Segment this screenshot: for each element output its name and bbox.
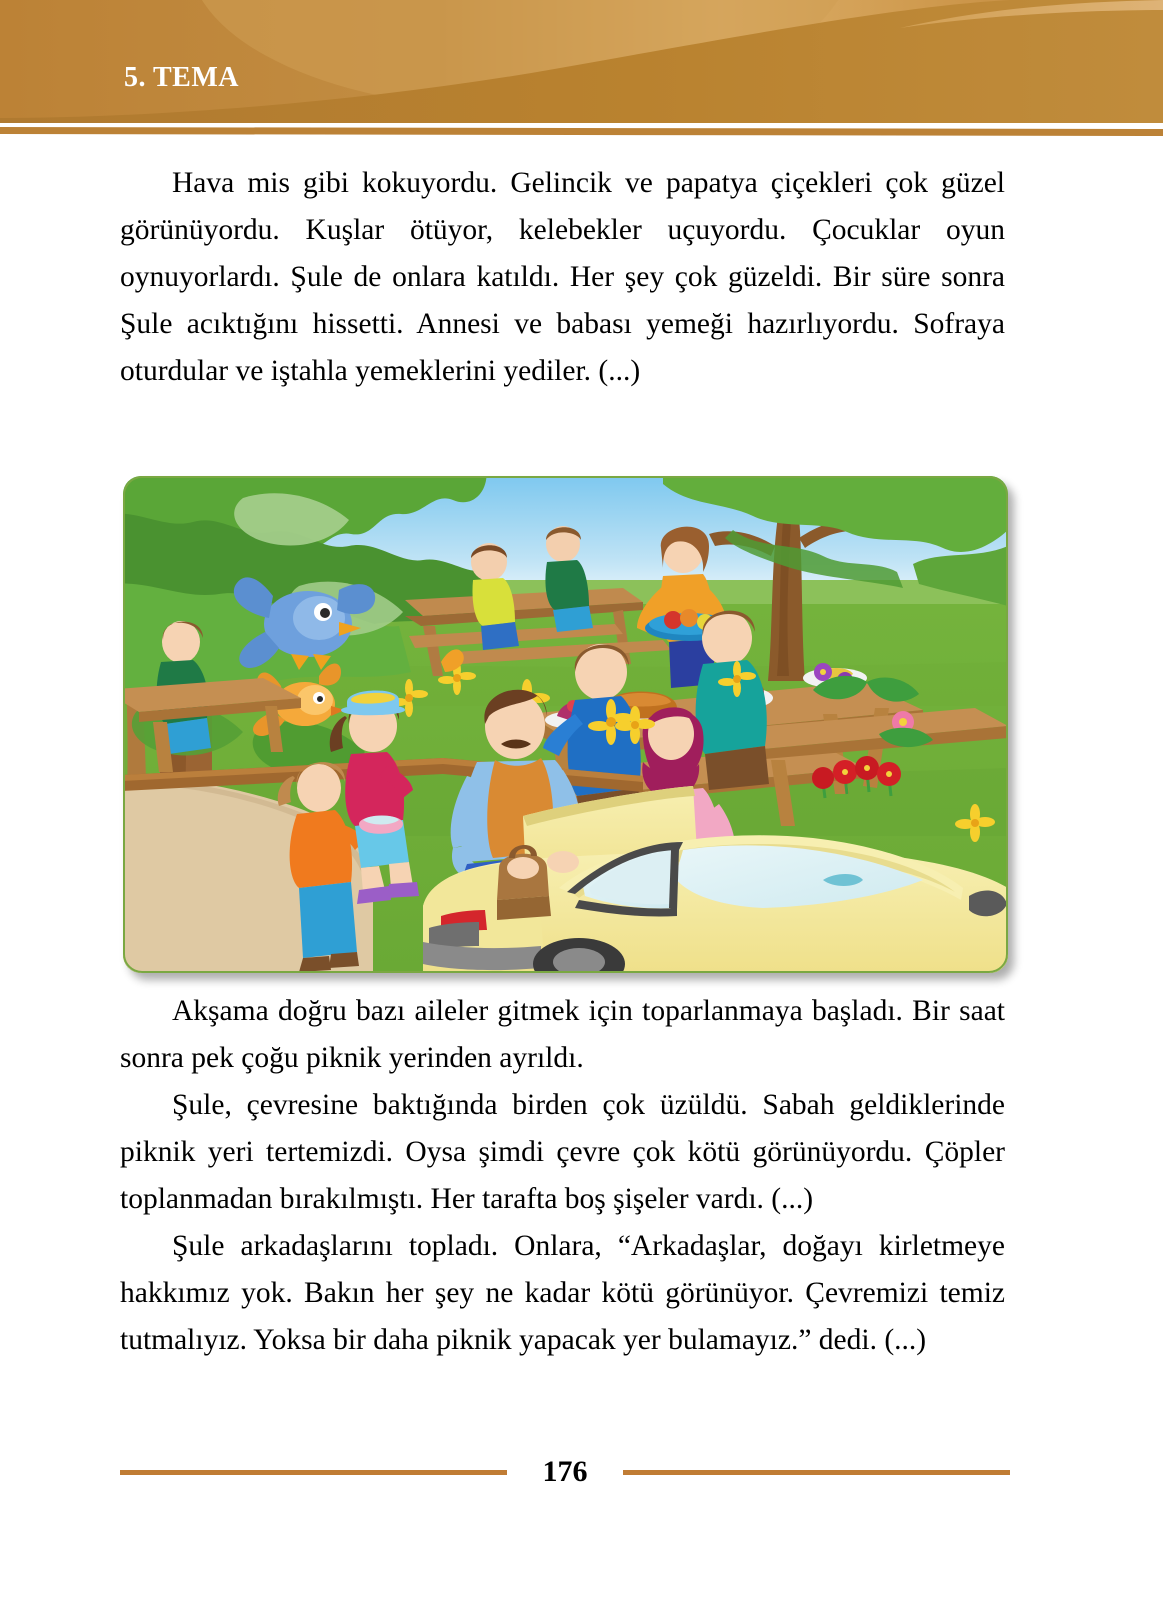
page-footer: [0, 1455, 1163, 1505]
footer-rule-left: [120, 1470, 507, 1475]
story-text-top: [120, 160, 1005, 395]
picnic-scene-graphic: [123, 476, 1008, 973]
paragraph: Hava mis gibi kokuyordu. Gelincik ve papatya çiçekleri çok güzel görünüyordu. Kuşlar ötüyor, kelebekler uçuyordu. Çocuklar oyun oynuyorlardı. Şule de onlara katıldı. Her şey çok güzeldi. Bir süre sonra Şule acıktığını hissetti. Annesi ve babası yemeği hazırlıyordu. Sofraya oturdular ve iştahla yemeklerini yediler. (...): [120, 167, 1005, 387]
story-text-bottom: [120, 988, 1005, 1364]
page-header-banner: [0, 0, 1163, 123]
paragraph: Akşama doğru bazı aileler gitmek için toparlanmaya başladı. Bir saat sonra pek çoğu piknik yerinden ayrıldı.: [120, 995, 1005, 1074]
picnic-illustration: [123, 476, 1008, 973]
paragraph: Şule, çevresine baktığında birden çok üzüldü. Sabah geldiklerinde piknik yeri tertemizdi. Oysa şimdi çevre çok kötü görünüyordu. Çöpler toplanmadan bırakılmıştı. Her tarafta boş şişeler vardı. (...): [120, 1089, 1005, 1215]
page-number: 176: [542, 1455, 588, 1488]
page-title: 5. TEMA: [124, 62, 239, 93]
paragraph: Şule arkadaşlarını topladı. Onlara, “Arkadaşlar, doğayı kirletmeye hakkımız yok. Bakın her şey ne kadar kötü görünüyor. Çevremizi temiz tutmalıyız. Yoksa bir daha piknik yapacak yer bulamayız.” dedi. (...): [120, 1230, 1005, 1356]
header-divider: [0, 127, 1163, 137]
footer-rule-right: [623, 1470, 1010, 1475]
